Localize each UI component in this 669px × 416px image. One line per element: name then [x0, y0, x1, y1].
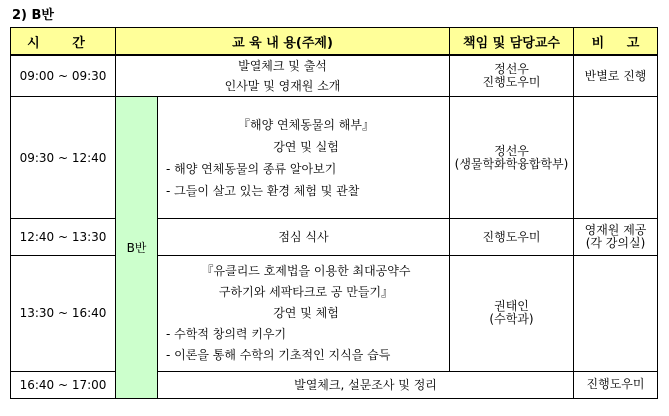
content-line: 발열체크 및 출석: [238, 59, 327, 74]
instructor-cell: [450, 97, 574, 219]
content-bullet: - 그들이 살고 있는 환경 체험 및 관찰: [166, 183, 360, 198]
content-bullet: - 이론을 통해 수학의 기초적인 지식을 습득: [166, 347, 391, 362]
table-row: [11, 55, 658, 97]
note-cell: [574, 55, 658, 97]
instructor-cell: [450, 255, 574, 371]
time-cell: 09:00 ~ 09:30: [11, 55, 116, 97]
instructor-name: 진행도우미: [586, 377, 645, 392]
time-cell: 16:40 ~ 17:00: [11, 371, 116, 398]
content-title: 구하기와 세팍타크로 공 만들기』: [218, 284, 394, 299]
table-row: [11, 371, 658, 398]
instructor-cell: [450, 55, 574, 97]
note-text: 영재원 제공: [584, 223, 647, 237]
content-line: 강연 및 체험: [273, 305, 339, 320]
instructor-cell: [574, 371, 658, 398]
table-row: [11, 219, 658, 255]
instructor-name: 정선우: [494, 143, 529, 158]
content-cell: [158, 371, 574, 398]
content-cell: [116, 55, 450, 97]
content-cell: [158, 255, 450, 371]
content-line: 인사말 및 영재원 소개: [224, 79, 341, 94]
note-cell: [574, 255, 658, 371]
instructor-name: 권태인: [494, 299, 529, 314]
content-line: 발열체크, 설문조사 및 정리: [294, 377, 437, 392]
note-cell: [574, 219, 658, 255]
content-bullet: - 해양 연체동물의 종류 알아보기: [166, 161, 337, 176]
content-cell: [158, 219, 450, 255]
header-instructor: 책임 및 담당교수: [450, 28, 574, 56]
instructor-dept: 진행도우미: [482, 75, 541, 90]
header-content: 교 육 내 용(주제): [116, 28, 450, 56]
table-row: [11, 255, 658, 371]
section-heading: 2) B반: [12, 8, 54, 23]
header-note: 비 고: [574, 28, 658, 56]
instructor-name: 진행도우미: [482, 229, 541, 244]
instructor-cell: [450, 219, 574, 255]
instructor-dept: (생물학화학융합학부): [454, 156, 569, 171]
time-cell: 13:30 ~ 16:40: [11, 255, 116, 371]
table-row: [11, 97, 658, 219]
header-time: 시 간: [11, 28, 116, 56]
content-line: 강연 및 실험: [273, 139, 339, 154]
instructor-name: 정선우: [494, 62, 529, 77]
instructor-dept: (수학과): [489, 312, 534, 327]
header-row: [11, 28, 658, 56]
content-cell: [158, 97, 450, 219]
note-text: (각 강의실): [585, 236, 646, 250]
content-line: 점심 식사: [278, 230, 329, 244]
content-title: 『유클리드 호제법을 이용한 최대공약수: [201, 263, 411, 278]
content-title: 『해양 연체동물의 해부』: [238, 117, 374, 132]
note-cell: [574, 97, 658, 219]
time-cell: 12:40 ~ 13:30: [11, 219, 116, 255]
schedule-table: [10, 27, 658, 399]
time-cell: 09:30 ~ 12:40: [11, 97, 116, 219]
group-cell: B반: [116, 97, 158, 399]
content-bullet: - 수학적 창의력 키우기: [166, 326, 287, 341]
note-text: 반별로 진행: [584, 68, 647, 83]
